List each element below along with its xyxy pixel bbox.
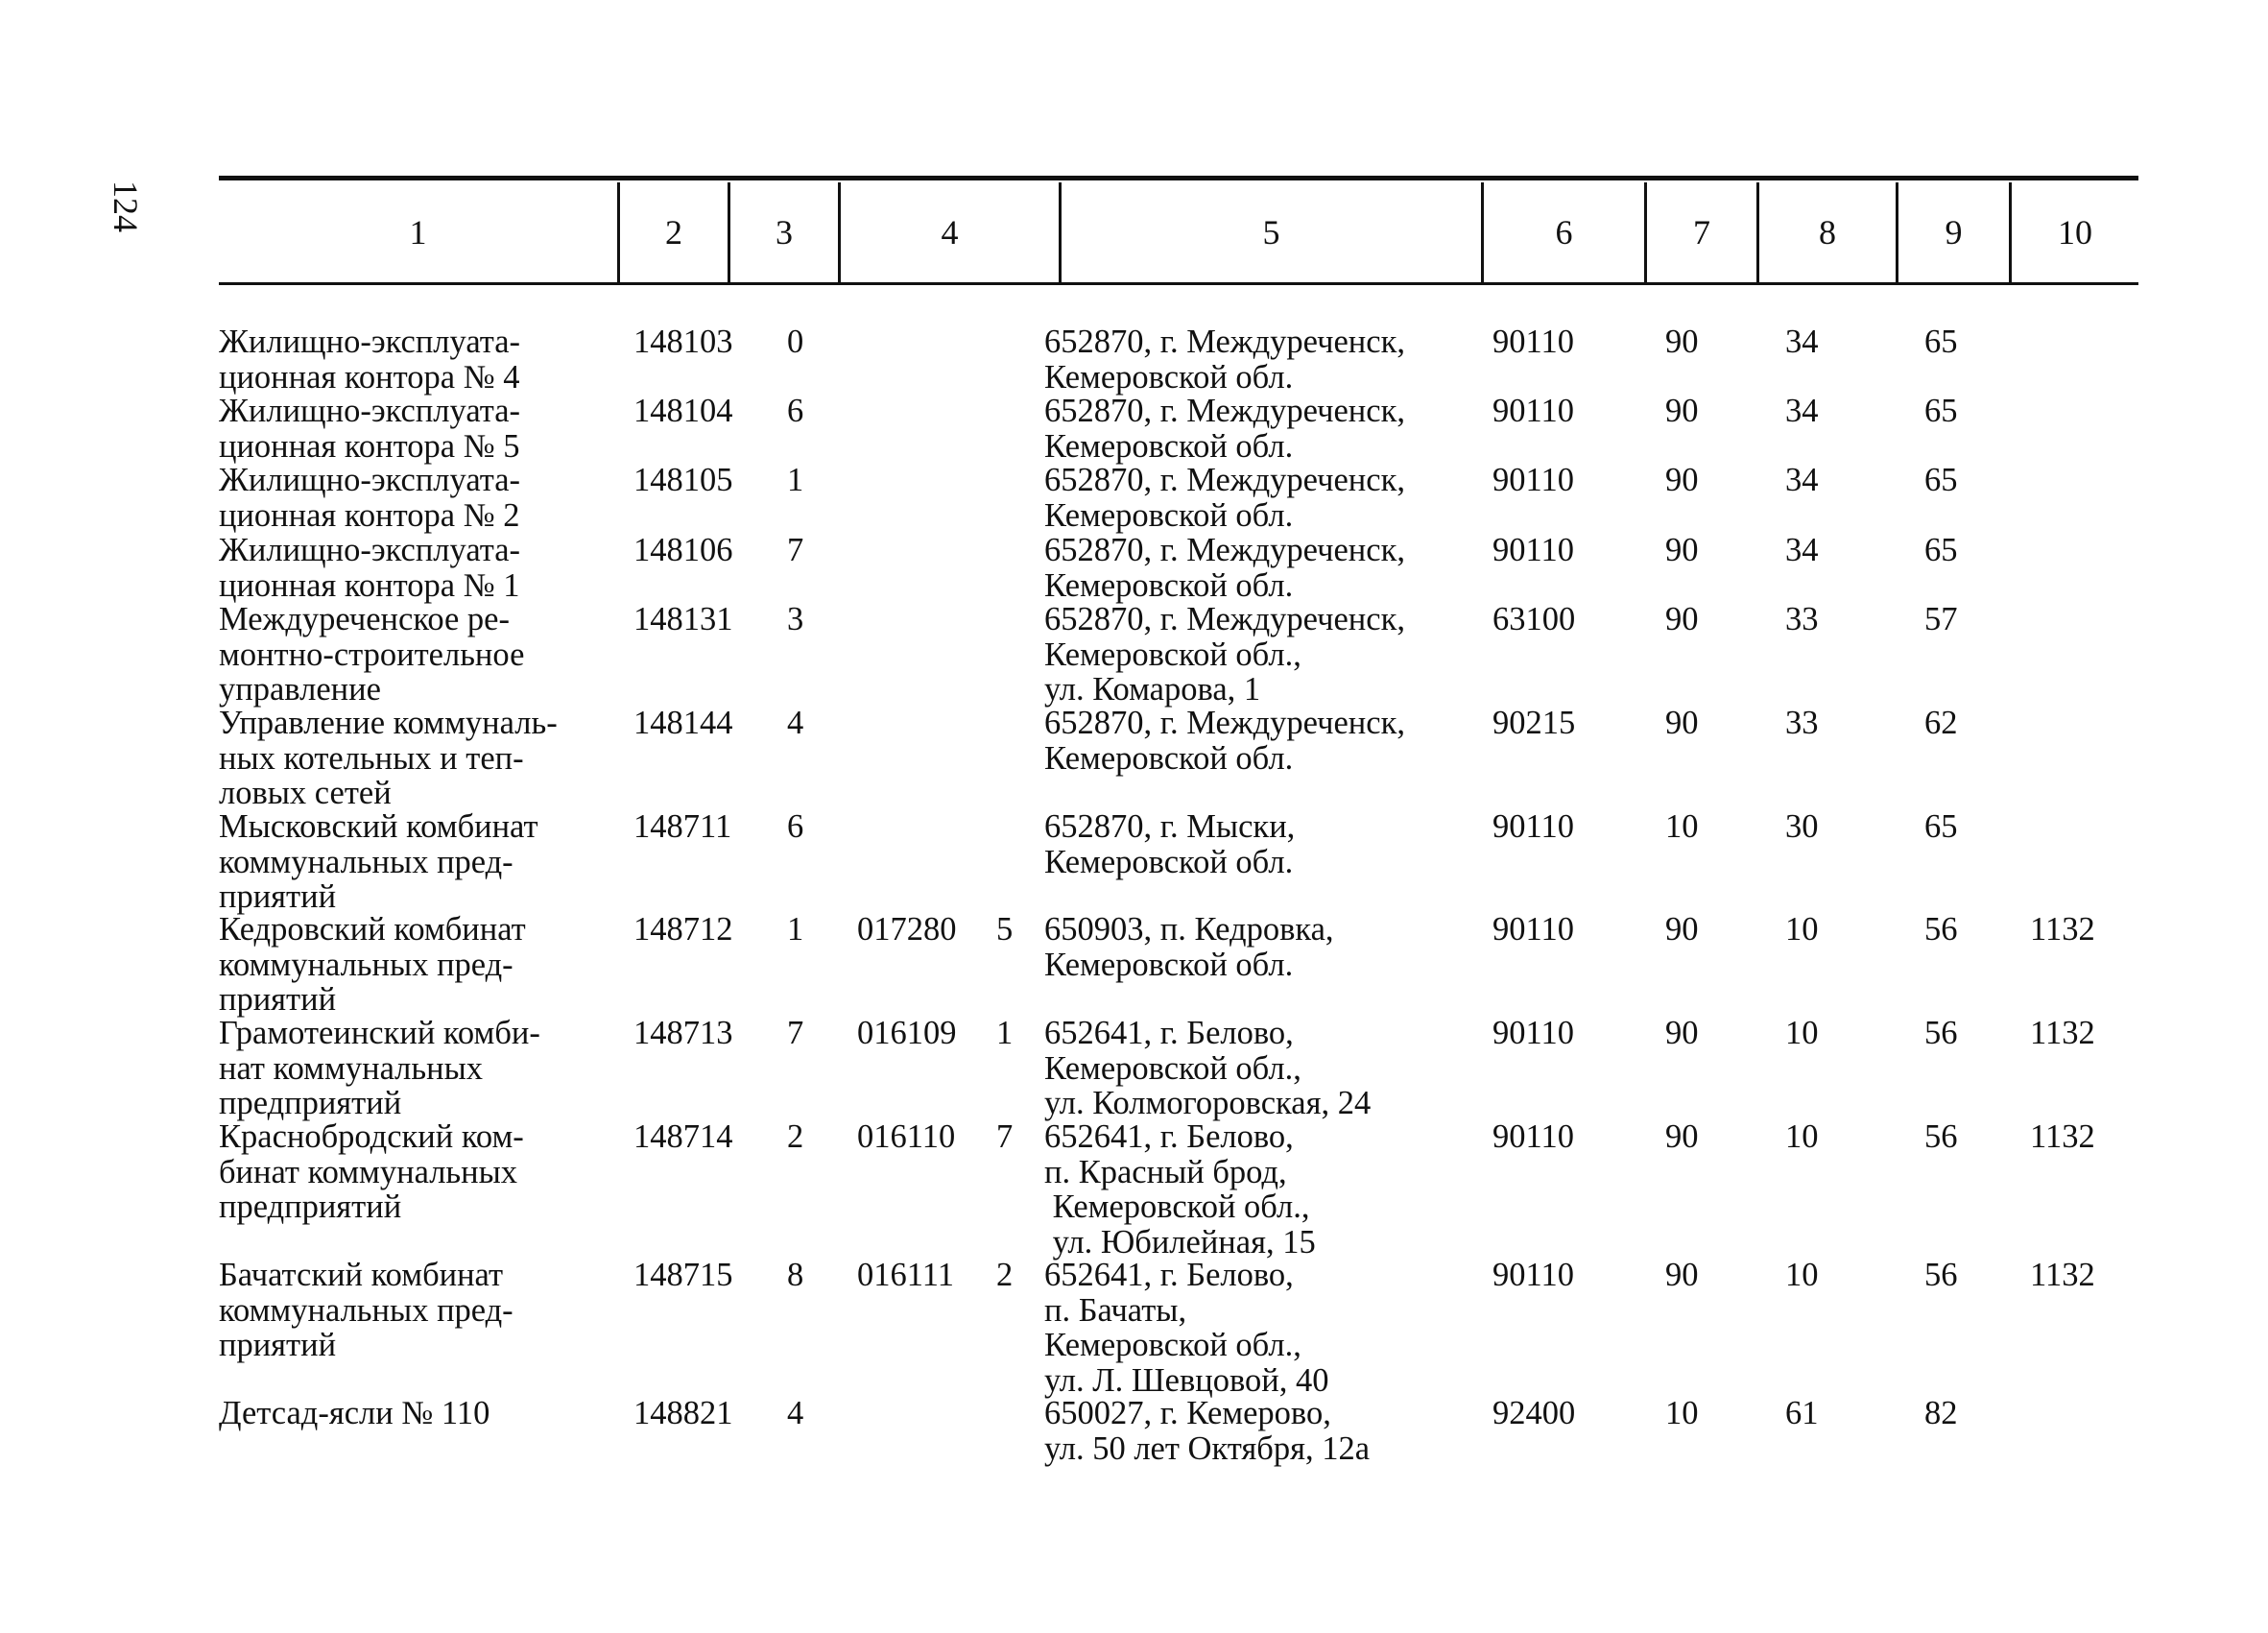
address: 652641, г. Белово, п. Бачаты, Кемеровской обл., ул. Л. Шевцовой, 40 xyxy=(1044,1257,1329,1399)
col7-value: 90 xyxy=(1665,462,1699,498)
col6-value: 90110 xyxy=(1492,393,1574,429)
address: 650027, г. Кемерово, ул. 50 лет Октября, 12а xyxy=(1044,1395,1371,1467)
column-header: 1 xyxy=(409,213,427,252)
col9-value: 65 xyxy=(1924,324,1958,360)
col8-value: 34 xyxy=(1785,532,1819,568)
organization-code: 148713 xyxy=(633,1015,733,1051)
col9-value: 65 xyxy=(1924,532,1958,568)
organization-code: 148712 xyxy=(633,911,733,948)
col4-check: 7 xyxy=(996,1118,1014,1155)
col6-value: 90110 xyxy=(1492,1015,1574,1051)
col4-check: 1 xyxy=(996,1015,1014,1051)
col9-value: 57 xyxy=(1924,601,1958,637)
col7-value: 90 xyxy=(1665,532,1699,568)
col4-check: 5 xyxy=(996,911,1014,948)
col6-value: 90110 xyxy=(1492,1118,1574,1155)
col9-value: 56 xyxy=(1924,1015,1958,1051)
col8-value: 10 xyxy=(1785,1015,1819,1051)
page-number: 124 xyxy=(107,180,145,232)
col6-value: 90215 xyxy=(1492,705,1576,741)
header-bottom-rule xyxy=(219,282,2138,285)
col10-value: 1132 xyxy=(2030,1015,2095,1051)
organization-name: Жилищно-эксплуата- ционная контора № 4 xyxy=(219,324,521,396)
col8-value: 61 xyxy=(1785,1395,1819,1431)
col7-value: 90 xyxy=(1665,705,1699,741)
col7-value: 90 xyxy=(1665,393,1699,429)
address: 652870, г. Мыски, Кемеровской обл. xyxy=(1044,808,1296,880)
column-header: 9 xyxy=(1945,213,1963,252)
header-top-rule xyxy=(219,176,2138,180)
organization-code: 148105 xyxy=(633,462,733,498)
col6-value: 63100 xyxy=(1492,601,1576,637)
check-digit: 7 xyxy=(787,532,804,568)
organization-name: Управление коммуналь- ных котельных и теп- ловых сетей xyxy=(219,705,558,811)
col9-value: 65 xyxy=(1924,393,1958,429)
col6-value: 90110 xyxy=(1492,1257,1574,1293)
col9-value: 56 xyxy=(1924,1118,1958,1155)
address: 652641, г. Белово, п. Красный брод, Кемеровской обл., ул. Юбилейная, 15 xyxy=(1044,1118,1316,1261)
check-digit: 2 xyxy=(787,1118,804,1155)
organization-name: Детсад-ясли № 110 xyxy=(219,1395,490,1431)
organization-name: Мысковский комбинат коммунальных пред- приятий xyxy=(219,808,538,915)
col9-value: 65 xyxy=(1924,462,1958,498)
col9-value: 56 xyxy=(1924,1257,1958,1293)
organization-code: 148821 xyxy=(633,1395,733,1431)
organization-name: Жилищно-эксплуата- ционная контора № 2 xyxy=(219,462,521,534)
col8-value: 33 xyxy=(1785,601,1819,637)
col6-value: 90110 xyxy=(1492,532,1574,568)
check-digit: 4 xyxy=(787,705,804,741)
column-header: 8 xyxy=(1819,213,1836,252)
check-digit: 1 xyxy=(787,462,804,498)
col10-value: 1132 xyxy=(2030,1257,2095,1293)
address: 650903, п. Кедровка, Кемеровской обл. xyxy=(1044,911,1334,983)
organization-name: Жилищно-эксплуата- ционная контора № 5 xyxy=(219,393,521,465)
organization-code: 148104 xyxy=(633,393,733,429)
check-digit: 4 xyxy=(787,1395,804,1431)
check-digit: 6 xyxy=(787,808,804,845)
organization-name: Междуреченское ре- монтно-строительное управление xyxy=(219,601,525,708)
col4-code: 016111 xyxy=(857,1257,954,1293)
col9-value: 62 xyxy=(1924,705,1958,741)
col4-code: 017280 xyxy=(857,911,957,948)
column-header: 2 xyxy=(665,213,682,252)
col4-check: 2 xyxy=(996,1257,1014,1293)
col8-value: 10 xyxy=(1785,1118,1819,1155)
organization-code: 148131 xyxy=(633,601,733,637)
col9-value: 56 xyxy=(1924,911,1958,948)
col8-value: 33 xyxy=(1785,705,1819,741)
col7-value: 90 xyxy=(1665,324,1699,360)
col7-value: 90 xyxy=(1665,1257,1699,1293)
col7-value: 90 xyxy=(1665,601,1699,637)
address: 652870, г. Междуреченск, Кемеровской обл. xyxy=(1044,393,1405,465)
col8-value: 30 xyxy=(1785,808,1819,845)
organization-code: 148144 xyxy=(633,705,733,741)
check-digit: 0 xyxy=(787,324,804,360)
col9-value: 65 xyxy=(1924,808,1958,845)
organization-name: Кедровский комбинат коммунальных пред- приятий xyxy=(219,911,526,1018)
address: 652870, г. Междуреченск, Кемеровской обл. xyxy=(1044,462,1405,534)
address: 652641, г. Белово, Кемеровской обл., ул. Колмогоровская, 24 xyxy=(1044,1015,1372,1121)
organization-name: Бачатский комбинат коммунальных пред- приятий xyxy=(219,1257,513,1363)
organization-name: Грамотеинский комби- нат коммунальных предприятий xyxy=(219,1015,540,1121)
address: 652870, г. Междуреченск, Кемеровской обл. xyxy=(1044,705,1405,777)
column-header: 10 xyxy=(2058,213,2092,252)
col7-value: 10 xyxy=(1665,808,1699,845)
col7-value: 90 xyxy=(1665,1118,1699,1155)
organization-name: Краснобродский ком- бинат коммунальных предприятий xyxy=(219,1118,524,1225)
organization-name: Жилищно-эксплуата- ционная контора № 1 xyxy=(219,532,521,604)
col6-value: 90110 xyxy=(1492,324,1574,360)
address: 652870, г. Междуреченск, Кемеровской обл., ул. Комарова, 1 xyxy=(1044,601,1405,708)
address: 652870, г. Междуреченск, Кемеровской обл. xyxy=(1044,324,1405,396)
col6-value: 90110 xyxy=(1492,808,1574,845)
organization-code: 148103 xyxy=(633,324,733,360)
col8-value: 10 xyxy=(1785,911,1819,948)
column-header: 6 xyxy=(1555,213,1573,252)
check-digit: 3 xyxy=(787,601,804,637)
check-digit: 8 xyxy=(787,1257,804,1293)
organization-code: 148714 xyxy=(633,1118,733,1155)
col7-value: 10 xyxy=(1665,1395,1699,1431)
col7-value: 90 xyxy=(1665,1015,1699,1051)
col8-value: 34 xyxy=(1785,393,1819,429)
col6-value: 90110 xyxy=(1492,911,1574,948)
col4-code: 016109 xyxy=(857,1015,957,1051)
col9-value: 82 xyxy=(1924,1395,1958,1431)
organization-code: 148715 xyxy=(633,1257,733,1293)
col10-value: 1132 xyxy=(2030,1118,2095,1155)
column-header: 4 xyxy=(941,213,959,252)
col6-value: 90110 xyxy=(1492,462,1574,498)
column-header: 7 xyxy=(1693,213,1710,252)
col6-value: 92400 xyxy=(1492,1395,1576,1431)
check-digit: 1 xyxy=(787,911,804,948)
column-header: 3 xyxy=(776,213,793,252)
col8-value: 10 xyxy=(1785,1257,1819,1293)
check-digit: 6 xyxy=(787,393,804,429)
col8-value: 34 xyxy=(1785,462,1819,498)
col8-value: 34 xyxy=(1785,324,1819,360)
col10-value: 1132 xyxy=(2030,911,2095,948)
address: 652870, г. Междуреченск, Кемеровской обл. xyxy=(1044,532,1405,604)
organization-code: 148106 xyxy=(633,532,733,568)
organization-code: 148711 xyxy=(633,808,732,845)
col4-code: 016110 xyxy=(857,1118,956,1155)
column-header: 5 xyxy=(1262,213,1280,252)
check-digit: 7 xyxy=(787,1015,804,1051)
col7-value: 90 xyxy=(1665,911,1699,948)
